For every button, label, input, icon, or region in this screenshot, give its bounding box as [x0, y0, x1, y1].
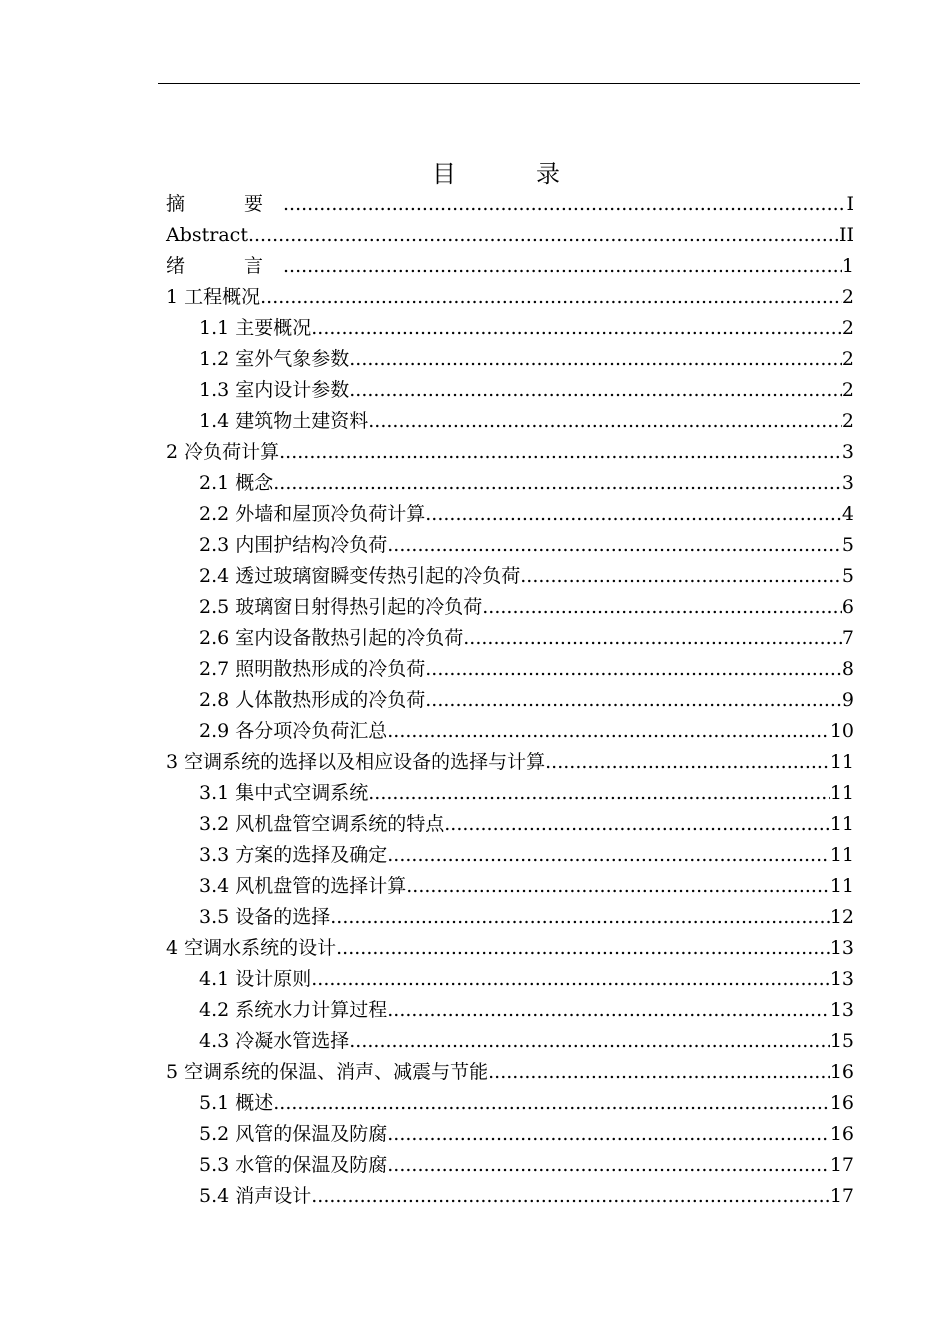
- toc-page-number: 8: [841, 658, 854, 680]
- toc-dot-leader: [520, 561, 842, 592]
- toc-page-number: 2: [841, 348, 854, 370]
- toc-entry[interactable]: [166, 251, 854, 282]
- toc-page-number: 17: [829, 1185, 854, 1207]
- toc-entry-text: 2.8 人体散热形成的冷负荷: [199, 689, 426, 711]
- toc-entry[interactable]: [166, 778, 854, 809]
- toc-entry[interactable]: [166, 964, 854, 995]
- toc-title: 目 录: [432, 160, 588, 188]
- toc-dot-leader: [444, 809, 830, 840]
- toc-entry[interactable]: [166, 840, 854, 871]
- toc-entry-text: 2.2 外墙和屋顶冷负荷计算: [199, 503, 426, 525]
- toc-dot-leader: [283, 189, 846, 220]
- toc-entry-text: 1.2 室外气象参数: [199, 348, 350, 370]
- toc-entry-text: 2.1 概念: [199, 472, 274, 494]
- toc-entry-text: 2.4 透过玻璃窗瞬变传热引起的冷负荷: [199, 565, 521, 587]
- toc-entry-text: 4.1 设计原则: [199, 968, 312, 990]
- toc-entry-text: 1 工程概况: [166, 286, 261, 308]
- toc-entry-text: 3 空调系统的选择以及相应设备的选择与计算: [166, 751, 546, 773]
- toc-page-number: 10: [829, 720, 854, 742]
- toc-dot-leader: [273, 1088, 830, 1119]
- toc-page-number: 16: [829, 1061, 854, 1083]
- toc-dot-leader: [311, 313, 842, 344]
- toc-entry[interactable]: [166, 716, 854, 747]
- toc-entry-text: 摘 要: [166, 193, 284, 215]
- toc-entry[interactable]: [166, 282, 854, 313]
- toc-entry[interactable]: [166, 1150, 854, 1181]
- toc-entry[interactable]: [166, 809, 854, 840]
- toc-dot-leader: [387, 716, 830, 747]
- toc-dot-leader: [425, 499, 842, 530]
- toc-page-number: 2: [841, 286, 854, 308]
- toc-dot-leader: [387, 1150, 830, 1181]
- toc-entry[interactable]: [166, 1057, 854, 1088]
- toc-dot-leader: [482, 592, 842, 623]
- toc-page-number: 5: [841, 565, 854, 587]
- toc-dot-leader: [330, 902, 830, 933]
- toc-page-number: 13: [829, 968, 854, 990]
- toc-page-number: 13: [829, 999, 854, 1021]
- toc-entry[interactable]: [166, 871, 854, 902]
- toc-dot-leader: [387, 995, 830, 1026]
- toc-dot-leader: [248, 220, 839, 251]
- table-of-contents: [166, 189, 854, 1212]
- toc-entry[interactable]: [166, 1026, 854, 1057]
- toc-entry[interactable]: [166, 468, 854, 499]
- toc-page-number: II: [838, 224, 854, 246]
- toc-page-number: 2: [841, 379, 854, 401]
- toc-page-number: 11: [829, 844, 854, 866]
- toc-entry-text: 1.4 建筑物土建资料: [199, 410, 369, 432]
- toc-entry-text: 5.4 消声设计: [199, 1185, 312, 1207]
- toc-page-number: 3: [841, 441, 854, 463]
- toc-page-number: 1: [841, 255, 854, 277]
- toc-dot-leader: [260, 282, 842, 313]
- toc-entry[interactable]: [166, 437, 854, 468]
- toc-entry-text: 3.2 风机盘管空调系统的特点: [199, 813, 445, 835]
- toc-dot-leader: [311, 964, 830, 995]
- toc-entry-text: Abstract: [166, 224, 248, 246]
- toc-page-number: 9: [841, 689, 854, 711]
- toc-entry-text: 3.5 设备的选择: [199, 906, 331, 928]
- toc-dot-leader: [279, 437, 842, 468]
- toc-entry-text: 5 空调系统的保温、消声、减震与节能: [166, 1061, 489, 1083]
- toc-entry[interactable]: [166, 592, 854, 623]
- toc-page-number: 16: [829, 1092, 854, 1114]
- toc-dot-leader: [273, 468, 842, 499]
- toc-entry[interactable]: [166, 561, 854, 592]
- toc-entry-text: 5.2 风管的保温及防腐: [199, 1123, 388, 1145]
- toc-entry[interactable]: [166, 685, 854, 716]
- toc-entry[interactable]: [166, 499, 854, 530]
- toc-entry-text: 2.3 内围护结构冷负荷: [199, 534, 388, 556]
- toc-entry[interactable]: [166, 623, 854, 654]
- toc-entry[interactable]: [166, 344, 854, 375]
- header-rule: [158, 83, 860, 84]
- toc-entry[interactable]: [166, 189, 854, 220]
- toc-dot-leader: [283, 251, 842, 282]
- toc-page-number: 16: [829, 1123, 854, 1145]
- toc-page-number: 11: [829, 813, 854, 835]
- toc-dot-leader: [336, 933, 830, 964]
- toc-page-number: 6: [841, 596, 854, 618]
- toc-dot-leader: [349, 344, 842, 375]
- toc-dot-leader: [406, 871, 830, 902]
- toc-entry[interactable]: [166, 747, 854, 778]
- toc-dot-leader: [387, 840, 830, 871]
- toc-page-number: 2: [841, 410, 854, 432]
- toc-entry-text: 4.2 系统水力计算过程: [199, 999, 388, 1021]
- toc-page-number: 15: [829, 1030, 854, 1052]
- toc-entry-text: 2.5 玻璃窗日射得热引起的冷负荷: [199, 596, 483, 618]
- toc-dot-leader: [368, 778, 830, 809]
- toc-entry[interactable]: [166, 220, 854, 251]
- toc-entry[interactable]: [166, 313, 854, 344]
- toc-entry-text: 绪 言: [166, 255, 284, 277]
- toc-entry-text: 3.3 方案的选择及确定: [199, 844, 388, 866]
- toc-page-number: 5: [841, 534, 854, 556]
- toc-page-number: 7: [841, 627, 854, 649]
- toc-dot-leader: [368, 406, 842, 437]
- toc-entry-text: 4 空调水系统的设计: [166, 937, 337, 959]
- toc-entry-text: 1.1 主要概况: [199, 317, 312, 339]
- toc-entry-text: 5.1 概述: [199, 1092, 274, 1114]
- toc-entry[interactable]: [166, 654, 854, 685]
- toc-dot-leader: [488, 1057, 830, 1088]
- toc-entry-text: 3.1 集中式空调系统: [199, 782, 369, 804]
- toc-page-number: 13: [829, 937, 854, 959]
- toc-entry[interactable]: [166, 1119, 854, 1150]
- toc-page-number: 11: [829, 875, 854, 897]
- toc-dot-leader: [387, 530, 842, 561]
- toc-dot-leader: [425, 654, 842, 685]
- toc-dot-leader: [545, 747, 830, 778]
- toc-entry-text: 5.3 水管的保温及防腐: [199, 1154, 388, 1176]
- toc-dot-leader: [463, 623, 842, 654]
- toc-entry[interactable]: [166, 902, 854, 933]
- toc-entry-text: 3.4 风机盘管的选择计算: [199, 875, 407, 897]
- toc-entry[interactable]: [166, 530, 854, 561]
- toc-entry[interactable]: [166, 933, 854, 964]
- toc-entry[interactable]: [166, 406, 854, 437]
- toc-entry-text: 4.3 冷凝水管选择: [199, 1030, 350, 1052]
- toc-page-number: 3: [841, 472, 854, 494]
- toc-page-number: 2: [841, 317, 854, 339]
- toc-entry-text: 2.7 照明散热形成的冷负荷: [199, 658, 426, 680]
- toc-entry-text: 2.9 各分项冷负荷汇总: [199, 720, 388, 742]
- toc-entry-text: 2 冷负荷计算: [166, 441, 280, 463]
- toc-entry[interactable]: [166, 375, 854, 406]
- toc-page-number: 11: [829, 751, 854, 773]
- toc-entry[interactable]: [166, 1088, 854, 1119]
- toc-entry-text: 2.6 室内设备散热引起的冷负荷: [199, 627, 464, 649]
- toc-page-number: 12: [829, 906, 854, 928]
- toc-page-number: 17: [829, 1154, 854, 1176]
- toc-dot-leader: [311, 1181, 830, 1212]
- toc-entry-text: 1.3 室内设计参数: [199, 379, 350, 401]
- toc-page-number: 4: [841, 503, 854, 525]
- toc-page-number: 11: [829, 782, 854, 804]
- toc-dot-leader: [349, 1026, 830, 1057]
- toc-dot-leader: [425, 685, 842, 716]
- toc-dot-leader: [349, 375, 842, 406]
- toc-dot-leader: [387, 1119, 830, 1150]
- toc-page-number: I: [846, 193, 854, 215]
- toc-entry[interactable]: [166, 995, 854, 1026]
- toc-entry[interactable]: [166, 1181, 854, 1212]
